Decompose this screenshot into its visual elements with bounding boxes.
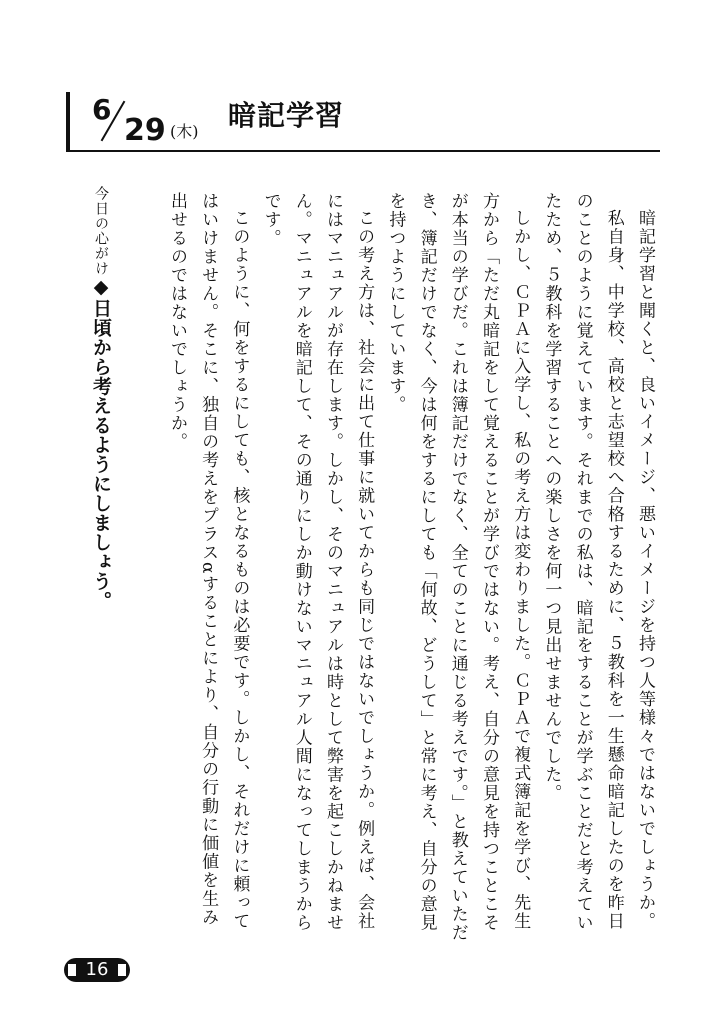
paragraph: 暗記学習と聞くと、良いイメージ、悪いイメージを持つ人等様々ではないでしょうか。 [635, 209, 655, 931]
date-month: 6 [92, 93, 112, 126]
date-weekday: (木) [170, 122, 199, 141]
page-number: 16 [85, 959, 109, 980]
header-underline [66, 150, 660, 152]
paragraph: この考え方は、社会に出て仕事に就いてからも同じではないでしょうか。例えば、会社にはマニュアルが存在します。しかし、そのマニュアルは時として弊害を起こしかねません。マニュアルを暗記して、その通りにしか動けないマニュアル人間になってしまうからです。 [260, 192, 375, 932]
body-text [166, 192, 660, 944]
daily-motto [86, 186, 116, 626]
paragraph: しかし、ＣＰＡに入学し、私の考え方は変わりました。ＣＰＡで複式簿記を学び、先生方から「ただ丸暗記をして覚えることが学びではない。考え、自分の意見を持つことこそが本当の学びだ。これは簿記だけでなく、全てのことに通じる考えです。」と教えていただき、簿記だけでなく、今は何をするにしても「何故、どうして」と常に考え、自分の意見を持つようにしています。 [385, 192, 531, 942]
page-title: 暗記学習 [228, 99, 345, 132]
motto-label: 今日の心がけ [93, 186, 109, 276]
motto-text: ◆日頃から考えるようにしましょう。 [90, 276, 112, 611]
paragraph: 私自身、中学校、高校と志望校へ合格するために、５教科を一生懸命暗記したのを昨日のことのように覚えています。それまでの私は、暗記をすることが学ぶことだと考えていたため、５教科を学習することへの楽しさを何一つ見出せませんでした。 [541, 192, 624, 932]
paragraph: このように、何をするにしても、核となるものは必要です。しかし、それだけに頼ってはいけません。そこに、独自の考えをプラスαすることにより、自分の行動に価値を生み出せるのではないでしょうか。 [166, 192, 250, 931]
date-day: 29 [124, 113, 166, 148]
header-accent-bar [66, 92, 70, 152]
